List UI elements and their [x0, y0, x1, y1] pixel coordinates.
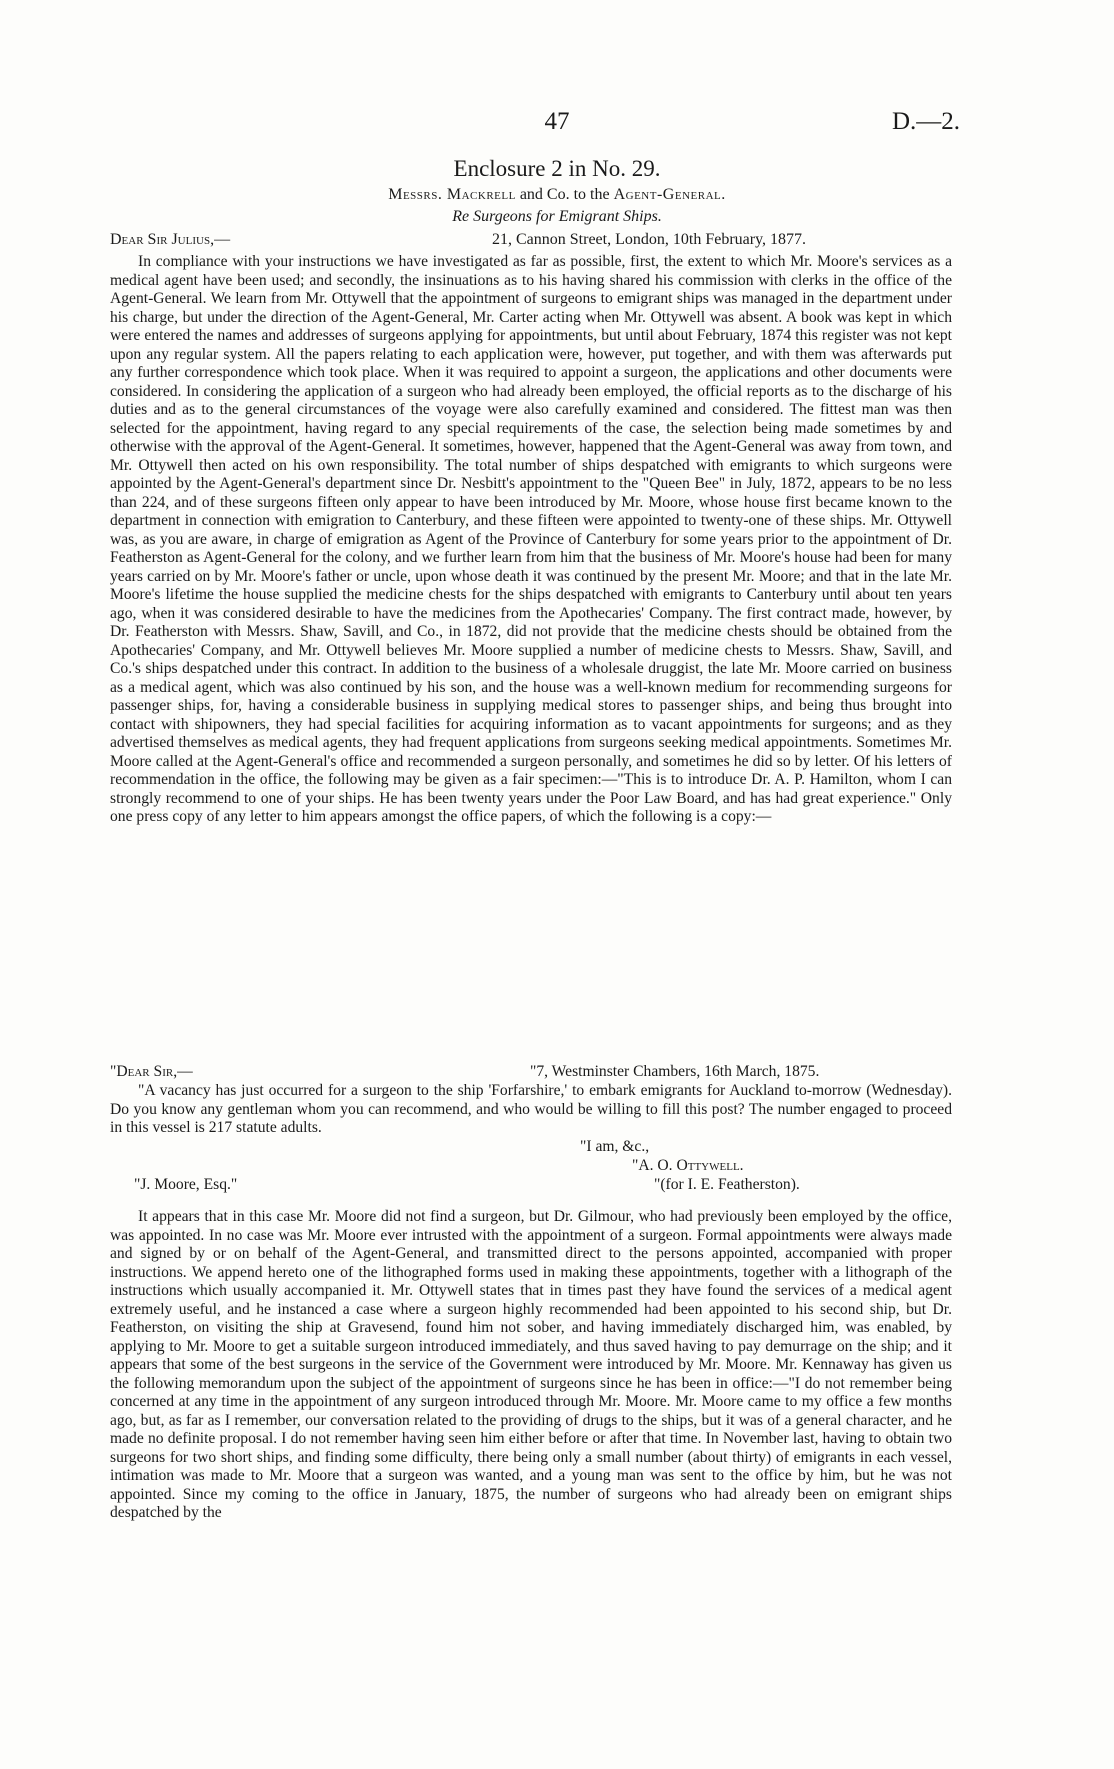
- enclosure-title: Enclosure 2 in No. 29.: [453, 156, 661, 181]
- document-reference: D.—2.: [891, 108, 960, 135]
- quoted-addressee: "J. Moore, Esq.": [134, 1176, 238, 1193]
- salutation: Dear Sir Julius,—: [110, 231, 231, 248]
- paragraph-text: It appears that in this case Mr. Moore did not find a surgeon, but Dr. Gilmour, who had previously been employed by the office, was appointed. In no case was Mr. Moore ever intrusted with the appointment of a surgeon. Formal appointments were always made and signed by or on behalf of the Agent-General, and transmitted direct to the persons appointed, accompanied with proper instructions. We append hereto one of the lithographed forms used in making these appointments, together with a lithograph of the instructions which usually accompanied it. Mr. Ottywell states that in times past they have found the services of a medical agent extremely useful, and he instanced a case where a surgeon highly recommended had been appointed to his second ship, but Dr. Featherston, on visiting the ship at Gravesend, found him not sober, and having immediately discharged him, was enabled, by applying to Mr. Moore to get a suitable surgeon introduced immediately, and thus saved having to pay demurrage on the ship; and it appears that some of the best surgeons in the service of the Government were introduced by Mr. Moore. Mr. Kennaway has given us the following memorandum upon the subject of the appointment of surgeons since he has been in office:—"I do not remember being concerned at any time in the appointment of any surgeon introduced through Mr. Moore. Mr. Moore came to my office a few months ago, but, as far as I remember, our conversation related to the providing of drugs to the ships, but it was of a general character, and he made no definite proposal. I do not remember having seen him either before or after that time. In November last, having to obtain two surgeons for two short ships, and finding some difficulty, there being only a small number (about thirty) of emigrants in each vessel, intimation was made to Mr. Moore that a surgeon was wanted, and a young man was sent to the office by him, but he was not appointed. Since my coming to the office in January, 1875, the number of surgeons who had already been on emigrant ships despatched by the: [110, 1208, 952, 1521]
- paragraph-text: In compliance with your instructions we have investigated as far as possible, first, the extent to which Mr. Moore's services as a medical agent have been used; and secondly, the insinuations as to his having shared his commission with clerks in the office of the Agent-General. We learn from Mr. Ottywell that the appointment of surgeons to emigrant ships was managed in the department under his charge, but under the direction of the Agent-General, Mr. Carter acting when Mr. Ottywell was absent. A book was kept in which were entered the names and addresses of surgeons applying for appointments, but until about February, 1874 this register was not kept upon any regular system. All the papers relating to each application were, however, put together, and with them was afterwards put any further correspondence which took place. When it was required to appoint a surgeon, the applications and other documents were considered. In considering the application of a surgeon who had already been employed, the official reports as to the discharge of his duties and as to the general circumstances of the voyage were also carefully examined and considered. The fittest man was then selected for the appointment, having regard to any special requirements of the case, the selection being made sometimes by and otherwise with the approval of the Agent-General. It sometimes, however, happened that the Agent-General was away from town, and Mr. Ottywell then acted on his own responsibility. The total number of ships despatched with emigrants to which surgeons were appointed by the Agent-General's department since Dr. Nesbitt's appointment to the "Queen Bee" in July, 1872, appears to be no less than 224, and of these surgeons fifteen only appear to have been introduced by Mr. Moore, whose house first became known to the department in connection with emigration to Canterbury, and these fifteen were appointed to twenty-one of these ships. Mr. Ottywell was, as you are aware, in charge of emigration as Agent of the Province of Canterbury for some years prior to the appointment of Dr. Featherston as Agent-General for the colony, and we further learn from him that the business of Mr. Moore's house had been for many years carried on by Mr. Moore's father or uncle, upon whose death it was continued by the present Mr. Moore; and that in the late Mr. Moore's lifetime the house supplied the medicine chests for the ships despatched with emigrants to Canterbury until about ten years ago, when it was considered desirable to have the medicines from the Apothecaries' Company. The first contract made, however, by Dr. Featherston with Messrs. Shaw, Savill, and Co., in 1872, did not provide that the medicine chests should be obtained from the Apothecaries' Company, and Mr. Ottywell believes Mr. Moore supplied a number of medicine chests to Messrs. Shaw, Savill, and Co.'s ships despatched under this contract. In addition to the business of a wholesale druggist, the late Mr. Moore carried on business as a medical agent, which was also continued by his son, and the house was a well-known medium for recommending surgeons for passenger ships, for, having a considerable business in supplying medical stores to passenger ships, and being thus brought into contact with shipowners, they had special facilities for acquiring information as to vacant appointments for surgeons; and as they advertised themselves as medical agents, they had frequent applications from surgeons seeking medical appointments. Sometimes Mr. Moore called at the Agent-General's office and recommended a surgeon personally, and sometimes he did so by letter. Of his letters of recommendation in the office, the following may be given as a fair specimen:—"This is to introduce Dr. A. P. Hamilton, whom I can strongly recommend to one of your ships. He has been twenty years under the Poor Law Board, and has had great experience." Only one press copy of any letter to him appears amongst the office papers, of which the following is a copy:—: [110, 253, 952, 825]
- sender-name: Messrs. Mackrell: [388, 186, 516, 203]
- quoted-dateline: "7, Westminster Chambers, 16th March, 1875.: [530, 1063, 820, 1080]
- correspondence-line: [0, 186, 1114, 204]
- quoted-for-line: "(for I. E. Featherston).: [654, 1176, 800, 1193]
- quoted-letter-text: "A vacancy has just occurred for a surgeon to the ship 'Forfarshire,' to embark emigrants for Auckland to-morrow (Wednesday). Do you know any gentleman whom you can recommend, and who would be willing to fill this post? The number engaged to proceed in this vessel is 217 statute adults.: [110, 1082, 952, 1136]
- quoted-salutation: "Dear Sir,—: [110, 1063, 193, 1080]
- signature-name: "A. O. Ottywell.: [632, 1157, 744, 1174]
- recipient-name: Agent-General.: [613, 186, 726, 203]
- quoted-signature: [632, 1157, 744, 1176]
- quoted-closing: "I am, &c.,: [580, 1138, 650, 1155]
- connector-text: and Co. to the: [519, 186, 610, 203]
- subject-line: Re Surgeons for Emigrant Ships.: [452, 208, 662, 225]
- page-number: 47: [544, 108, 570, 135]
- quoted-letter-body: [110, 1082, 952, 1138]
- dateline: 21, Cannon Street, London, 10th February, 1877.: [492, 231, 807, 248]
- body-paragraph-2: [110, 1208, 952, 1523]
- body-paragraph-1: [110, 253, 952, 827]
